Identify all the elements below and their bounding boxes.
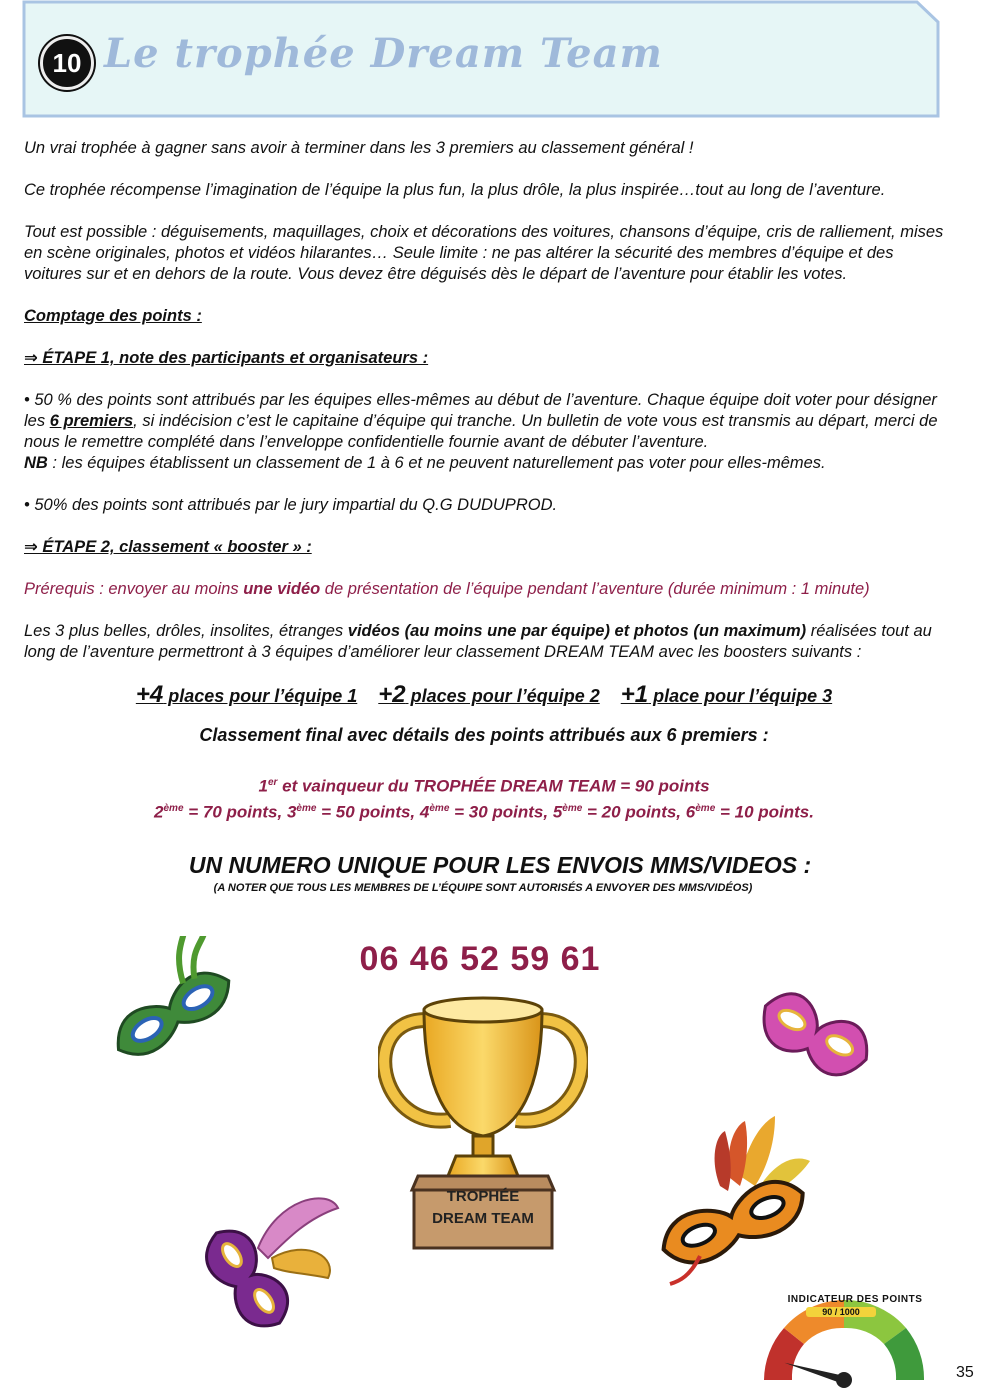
nb-note (24, 453, 944, 474)
rank-number: 5 (552, 802, 563, 822)
ranking-points (24, 772, 944, 823)
rank-text: = 70 points, (183, 802, 287, 822)
trophy-plaque-line-1: TROPHÉE (446, 1188, 520, 1205)
counting-heading: Comptage des points : (24, 307, 202, 325)
step1-heading: ⇒ ÉTAPE 1, note des participants et organisateurs : (24, 349, 429, 367)
mms-number-note: (A NOTER QUE TOUS LES MEMBRES DE L’ÉQUIPE SONT AUTORISÉS A ENVOYER DES MMS/VIDÉOS) (213, 882, 753, 894)
step1-bullet-2: • 50% des points sont attribués par le jury impartial du Q.G DUDUPROD. (24, 496, 558, 514)
best-media-paragraph (24, 621, 944, 663)
nb-text: : les équipes établissent un classement de 1 à 6 et ne peuvent naturellement pas voter pour elles-mêmes. (47, 454, 826, 472)
rank-suffix: ème (163, 802, 184, 814)
prerequisite-note (24, 579, 944, 600)
page-number: 35 (956, 1364, 974, 1381)
rank-number: 1 (258, 776, 268, 796)
section-number-badge: 10 (40, 36, 94, 90)
purple-feather-mask-icon (188, 1178, 348, 1338)
rank-number: 3 (286, 802, 297, 822)
orange-feather-mask-icon (640, 1116, 830, 1286)
bullet1-text-c: , si indécision c’est le capitaine d’équipe qui tranche. Un bulletin de vote vous est transmis au départ, merci de nous le remettre complété dans l’enveloppe confidentielle fournie avant de débuter l’aventure. (24, 412, 938, 451)
rank-number: 2 (154, 802, 164, 822)
ranking-line-2 (24, 798, 944, 824)
rank-text: = 20 points, (582, 802, 686, 822)
bullet1-emphasis: 6 premiers (49, 412, 134, 430)
booster-team-3 (620, 681, 833, 708)
mms-number-title: UN NUMERO UNIQUE POUR LES ENVOIS MMS/VIDEOS : (188, 852, 812, 878)
rank-number: 4 (419, 802, 430, 822)
boosters-line (24, 681, 944, 708)
best-emphasis: vidéos (au moins une par équipe) et photos (un maximum) (347, 622, 807, 640)
rank-number: 6 (685, 802, 696, 822)
booster-text: places pour l’équipe 1 (163, 686, 358, 706)
booster-value: +4 (135, 681, 164, 708)
trophy-plaque-line-2: DREAM TEAM (432, 1210, 534, 1227)
booster-team-1 (135, 681, 358, 708)
main-content (24, 138, 944, 823)
pink-mask-icon (748, 972, 878, 1104)
rank-suffix: ème (429, 802, 450, 814)
green-mask-icon (96, 936, 246, 1086)
final-ranking-title: Classement final avec détails des points attribués aux 6 premiers : (199, 725, 769, 745)
booster-value: +1 (620, 681, 649, 708)
intro-paragraph-2: Ce trophée récompense l’imagination de l’équipe la plus fun, la plus drôle, la plus inspirée…tout au long de l’aventure. (24, 181, 886, 199)
prereq-text-a: Prérequis : envoyer au moins (24, 580, 244, 598)
step1-bullet-1 (24, 390, 944, 453)
booster-value: +2 (378, 681, 406, 708)
step2-heading: ⇒ ÉTAPE 2, classement « booster » : (24, 538, 312, 556)
intro-paragraph-1: Un vrai trophée à gagner sans avoir à terminer dans les 3 premiers au classement général ! (24, 139, 694, 157)
booster-text: place pour l’équipe 3 (648, 686, 833, 706)
rank-text: et vainqueur du TROPHÉE DREAM TEAM = 90 points (277, 776, 710, 796)
prereq-emphasis: une vidéo (243, 580, 321, 598)
rank-text: = 50 points, (316, 802, 420, 822)
ranking-line-1 (24, 772, 944, 798)
best-text-a: Les 3 plus belles, drôles, insolites, étranges (24, 622, 348, 640)
gauge-hub (836, 1372, 852, 1388)
prereq-text-c: de présentation de l’équipe pendant l’aventure (durée minimum : 1 minute) (320, 580, 870, 598)
intro-paragraph-3: Tout est possible : déguisements, maquillages, choix et décorations des voitures, chansons d’équipe, cris de ralliement, mises en scène originales, photos et vidéos hilarantes… Seule limite : ne pas altérer la sécurité des membres d’équipe et des voitures sur et en dehors de la route. Vous devez être déguisés dès le départ de l’aventure pour établir les votes. (24, 223, 944, 283)
booster-team-2 (378, 681, 600, 708)
rank-suffix: er (267, 777, 278, 788)
page-title: Le trophée Dream Team (104, 30, 663, 77)
rank-suffix: ème (695, 802, 716, 814)
gauge-value-label: 90 / 1000 (806, 1307, 876, 1317)
phone-number: 06 46 52 59 61 (359, 940, 601, 978)
rank-suffix: ème (562, 802, 583, 814)
bullet1-text-a: • 50 % des points sont attribués par les équipes elles-mêmes au début de l’aventure. Chaque équipe doit voter pour désigner les (24, 391, 937, 430)
nb-label: NB (24, 454, 48, 472)
booster-text: places pour l’équipe 2 (405, 686, 600, 706)
rank-text: = 10 points. (715, 802, 814, 822)
gauge-title: INDICATEUR DES POINTS (787, 1294, 923, 1305)
best-text-c: réalisées tout au long de l’aventure permettront à 3 équipes d’améliorer leur classement DREAM TEAM avec les boosters suivants : (24, 622, 932, 661)
trophy-plaque (416, 1186, 550, 1230)
rank-suffix: ème (296, 802, 317, 814)
rank-text: = 30 points, (449, 802, 553, 822)
